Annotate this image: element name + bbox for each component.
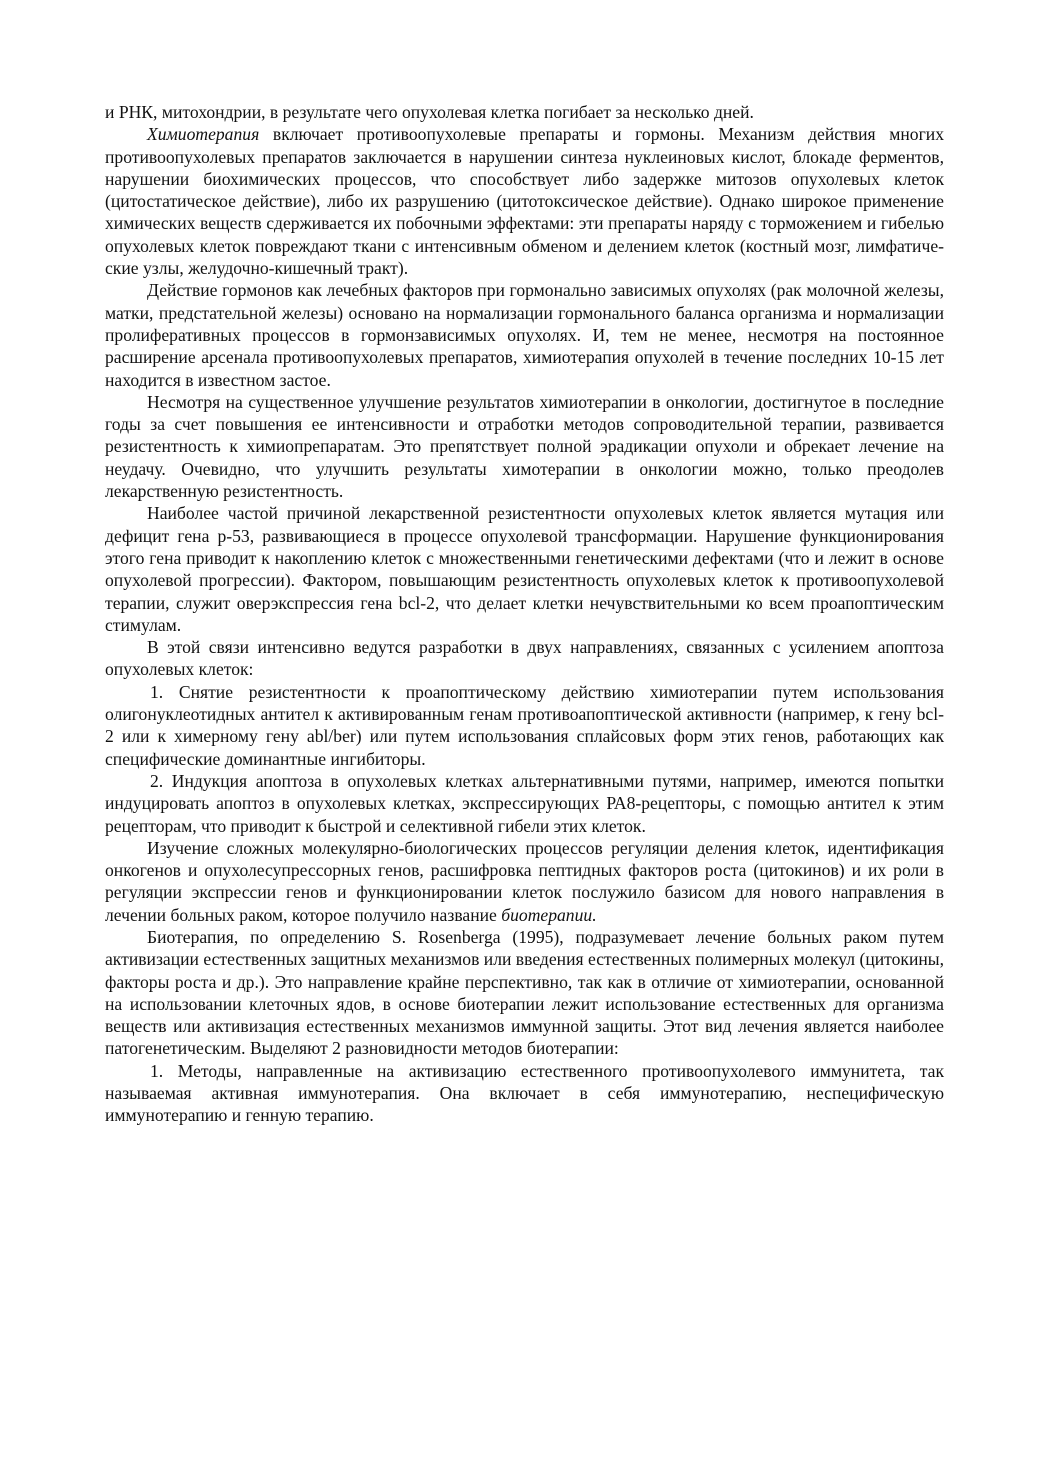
paragraph-apoptosis-intro: В этой связи интенсивно ведутся разработки в двух направлениях, связанных с усилением апоптоза опухолевых клеток: xyxy=(105,637,944,680)
term-chemotherapy: Химиотерапия xyxy=(147,124,260,145)
paragraph-biotherapy-intro-text: Изучение сложных молекулярно-биологических процессов регуляции деления клеток, идентификация онкогенов и опухолесупрессорных генов, расшифровка пептидных факторов роста (цитокинов) и их роли в регуляции экспрессии генов и функционировании клеток послужило базисом для нового направления в лечении больных раком, которое получило название xyxy=(105,837,944,925)
list-item-1: 1. Снятие резистентности к проапоптическому действию химиотерапии путем использования олигонуклеотидных антител к активированным генам противоапоптической активности (например, к гену bcl-2 или к химерному гену abl/ber) или путем использования сплайсовых форм этих генов, работающих как специфические доминантные ингибиторы. xyxy=(105,681,944,769)
paragraph-hormones: Действие гормонов как лечебных факторов при гормонально зависимых опухолях (рак молочной железы, матки, предстательной железы) основано на нормализации гормонального баланса организма и нормализации пролиферативных процессов в гормонзависимых опухолях. И, тем не менее, несмотря на постоянное расширение арсенала противоопухолевых препаратов, химиотерапия опухолей в течение последних 10-15 лет находится в известном застое. xyxy=(105,280,944,390)
paragraph-p53: Наиболее частой причиной лекарственной резистентности опухолевых клеток является мутация или дефицит гена р-53, развивающиеся в процессе опухолевой трансформации. Нарушение функционирования этого гена приводит к накоплению клеток с множественными генетическими дефектами (что и лежит в основе опухолевой прогрессии). Фактором, повышающим резистентность опухолевых клеток к противоопухолевой терапии, служит оверэкспрессия гена bcl-2, что делает клетки нечувствительными ко всем проапоптическим стимулам. xyxy=(105,503,944,635)
paragraph-biotherapy-intro xyxy=(105,837,944,926)
paragraph-chemotherapy xyxy=(105,123,944,279)
paragraph-resistance: Несмотря на существенное улучшение результатов химиотерапии в онкологии, достигнутое в последние годы за счет повышения ее интенсивности и отработки методов сопроводительной терапии, развивается резистентность к химиопрепаратам. Это препятствует полной эрадикации опухоли и обрекает лечение на неудачу. Очевидно, что улучшить результаты химотерапии в онкологии можно, только преодолев лекарственную резистентность. xyxy=(105,391,944,502)
paragraph-biotherapy-definition: Биотерапия, по определению S. Rosenberga (1995), подразумевает лечение больных раком путем активизации естественных защитных механизмов или введения естественных полимерных молекул (цитокины, факторы роста и др.). Это направление крайне перспективно, так как в отличие от химиотерапии, основанной на использовании клеточных ядов, в основе биотерапии лежит использование естественных для организма веществ или активизация естественных механизмов иммунной защиты. Этот вид лечения является наиболее патогенетическим. Выделяют 2 разновидности методов биотерапии: xyxy=(105,926,945,1059)
list-item-methods-1: 1. Методы, направленные на активизацию естественного противоопухолевого иммунитета, так называемая активная иммунотерапия. Она включает в себя иммунотерапию, неспецифическую иммунотерапию и генную терапию. xyxy=(105,1060,944,1126)
term-biotherapy: биотерапии. xyxy=(501,904,597,925)
paragraph-continuation: и РНК, митохондрии, в результате чего опухолевая клетка погибает за несколько дней. xyxy=(105,102,754,122)
paragraph-chemotherapy-text: включает противоопухолевые препараты и гормоны. Механизм действия многих противоопухолевых препаратов заключается в нарушении синтеза нуклеиновых кислот, блокаде ферментов, нарушении биохимических процессов, что способствует либо задержке митозов опухолевых клеток (цитостатическое действие), либо их разрушению (цитотоксическое действие). Однако широкое применение химических веществ сдерживается их побочными эффектами: эти препараты наряду с торможением и гибелью опухолевых клеток повреждают ткани с интенсивным обменом и делением клеток (костный мозг, лимфатические узлы, желудочно-кишечный тракт). xyxy=(105,124,944,279)
list-item-2: 2. Индукция апоптоза в опухолевых клетках альтернативными путями, например, имеются попытки индуцировать апоптоз в опухолевых клетках, экспрессирующих РА8-рецепторы, с помощью антител к этим рецепторам, что приводит к быстрой и селективной гибели этих клеток. xyxy=(105,770,944,836)
